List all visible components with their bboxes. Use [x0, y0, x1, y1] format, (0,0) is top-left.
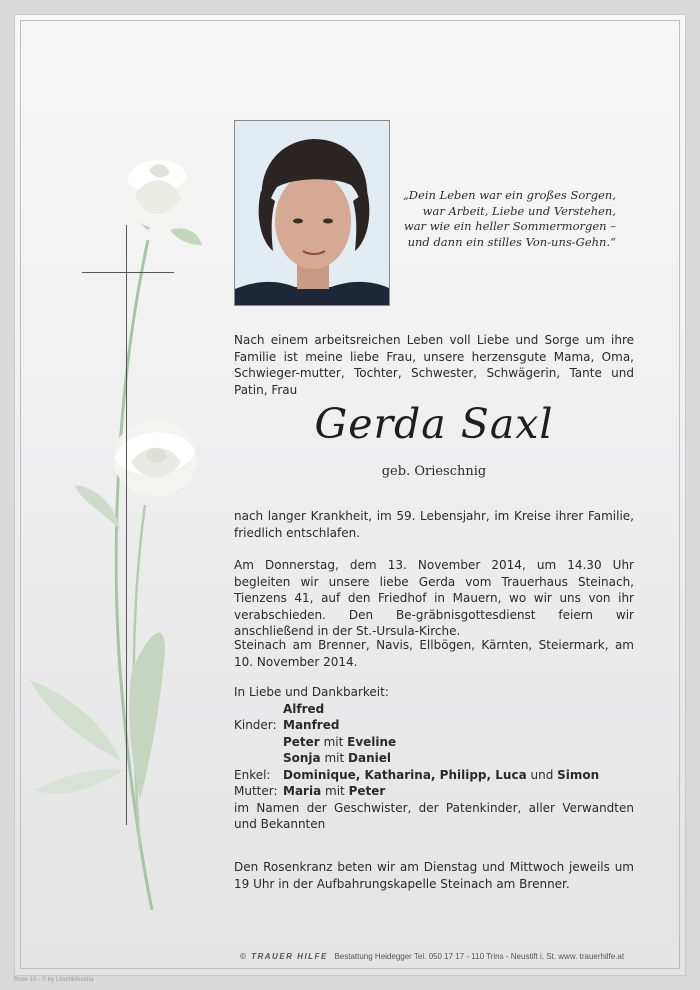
cross-horizontal-line	[82, 272, 174, 273]
child-name: Sonja	[283, 751, 321, 765]
quote-line: und dann ein stilles Von-uns-Gehn.“	[407, 234, 616, 249]
portrait-image	[235, 121, 390, 306]
trauerhilfe-logo: © TRAUER HILFE	[240, 952, 328, 961]
place-date-paragraph: Steinach am Brenner, Navis, Ellbögen, Kärnten, Steiermark, am 10. November 2014.	[234, 638, 634, 669]
with-word: mit	[324, 751, 345, 765]
quote-line: war Arbeit, Liebe und Verstehen,	[422, 203, 616, 218]
and-word: und	[530, 767, 554, 782]
footer-contact: Bestattung Heidegger Tel. 050 17 17 - 110 Trins - Neustift i. St. www. trauerhilfe.at	[334, 952, 625, 961]
mother-partner: Peter	[348, 784, 386, 798]
cross-vertical-line	[126, 225, 127, 825]
image-credit: Rose 10 - © by Löschl/Austria	[14, 977, 94, 983]
family-grandchildren-row	[234, 767, 634, 784]
child-name: Manfred	[283, 718, 340, 732]
child-name: Peter	[283, 734, 320, 749]
family-children-row	[234, 734, 634, 751]
family-husband-row	[234, 701, 634, 718]
husband-name: Alfred	[283, 701, 325, 716]
memorial-quote	[392, 188, 616, 250]
grandchild-last: Simon	[557, 767, 600, 782]
rose-illustration	[20, 150, 220, 910]
with-word: mit	[325, 784, 345, 798]
family-mother-row	[234, 783, 634, 800]
passing-paragraph: nach langer Krankheit, im 59. Lebensjahr, im Kreise ihrer Familie, friedlich entschlafen.	[234, 509, 634, 540]
birth-name: geb. Orieschnig	[381, 464, 487, 479]
with-word: mit	[323, 734, 344, 749]
family-children-row	[234, 750, 634, 767]
family-heading: In Liebe und Dankbarkeit:	[234, 685, 389, 699]
footer	[240, 952, 680, 961]
intro-paragraph: Nach einem arbeitsreichen Leben voll Liebe und Sorge um ihre Familie ist meine liebe Frau, unsere herzensgute Mama, Oma, Schwieger-mutter, Tochter, Schwester, Schwägerin, Tante und Patin, Frau	[234, 333, 634, 397]
rosary-paragraph: Den Rosenkranz beten wir am Dienstag und Mittwoch jeweils um 19 Uhr in der Aufbahrungskapelle Steinach am Brenner.	[234, 860, 634, 891]
family-children-row	[234, 717, 634, 734]
quote-line: war wie ein heller Sommermorgen –	[403, 219, 616, 233]
mother-label: Mutter:	[234, 784, 278, 798]
funeral-paragraph: Am Donnerstag, dem 13. November 2014, um 14.30 Uhr begleiten wir unsere liebe Gerda vom Trauerhaus Steinach, Tienzens 41, auf den Friedhof in Mauern, wo wir uns von ihr verabschieden. Den Be-gräbnisgottesdienst feiern wir anschließend in der St.-Ursula-Kirche.	[234, 558, 634, 638]
partner-name: Eveline	[347, 734, 397, 749]
mother-name: Maria	[283, 784, 322, 798]
deceased-name: Gerda Saxl	[314, 400, 554, 448]
family-others: im Namen der Geschwister, der Patenkinder, aller Verwandten und Bekannten	[234, 800, 634, 831]
portrait-photo	[234, 120, 390, 306]
grandchildren-names: Dominique, Katharina, Philipp, Luca	[283, 767, 527, 782]
quote-line: „Dein Leben war ein großes Sorgen,	[402, 188, 616, 202]
partner-name: Daniel	[348, 751, 391, 765]
family-list	[234, 684, 634, 833]
children-label: Kinder:	[234, 718, 277, 732]
grandchildren-label: Enkel:	[234, 767, 271, 782]
